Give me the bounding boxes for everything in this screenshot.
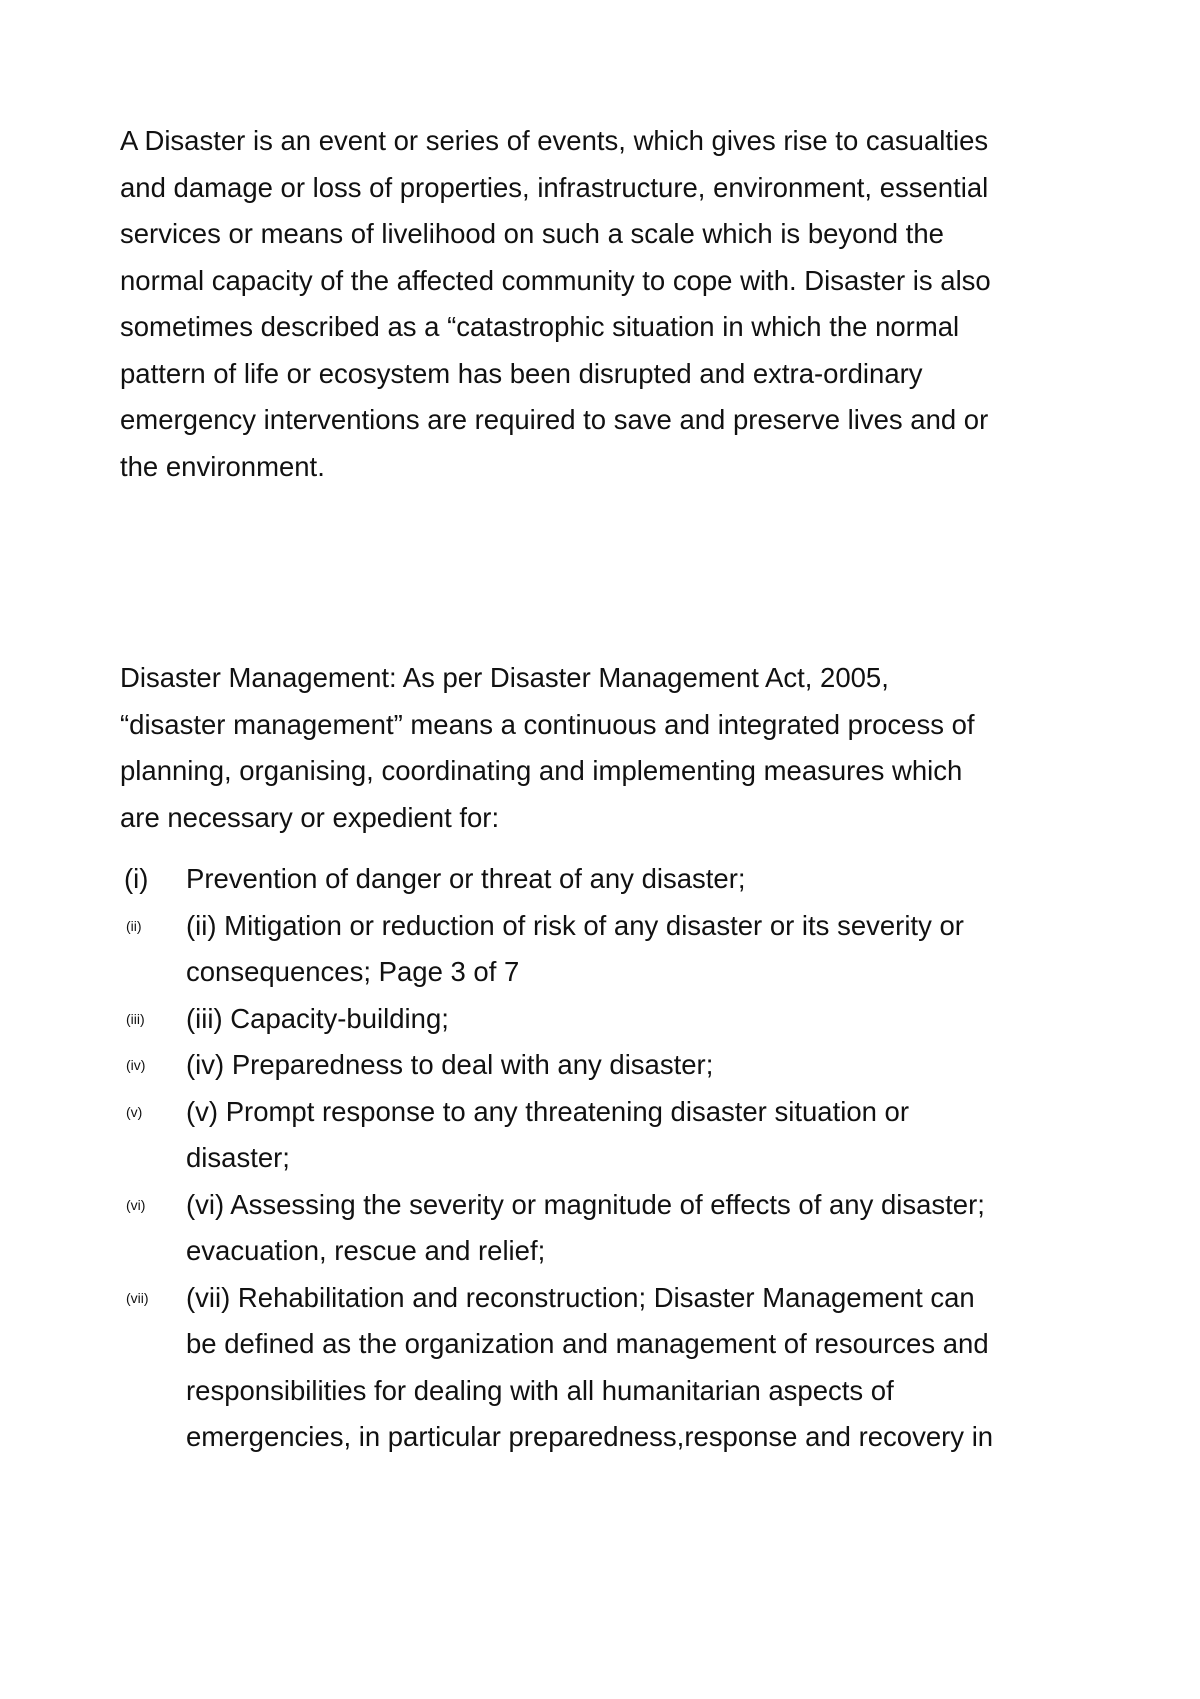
list-marker: (v) [126,1103,143,1120]
list-item [0,1089,1200,1182]
list-marker: (ii) [126,917,142,934]
list-item [0,903,1200,996]
list-marker: (iii) [126,1010,145,1027]
list-marker: (vii) [126,1289,149,1306]
list-item-text: (v) Prompt response to any threatening disaster situation or disaster; [186,1095,910,1173]
list-item [0,1042,1200,1089]
list-item-text: (ii) Mitigation or reduction of risk of any disaster or its severity or consequences; Page 3 of 7 [186,909,964,987]
list-marker: (i) [124,863,149,894]
list-item [0,996,1200,1043]
list-marker: (iv) [126,1057,146,1073]
definition-paragraph: Disaster Management: As per Disaster Management Act, 2005, “disaster management” means a continuous and integrated process of planning, organising, coordinating and implementing measures which are necessary or expedient for: [120,662,975,833]
list-marker: (vi) [126,1196,146,1213]
list-item-text: Prevention of danger or threat of any disaster; [186,863,746,894]
intro-paragraph: A Disaster is an event or series of events, which gives rise to casualties and damage or loss of properties, infrastructure, environment, essential services or means of livelihood on such a scale which is beyond the normal capacity of the affected community to cope with. Disaster is also sometimes described as a “catastrophic situation in which the normal pattern of life or ecosystem has been disrupted and extra-ordinary emergency interventions are required to save and preserve lives and or the environment. [120,125,991,482]
list-item-text: (vii) Rehabilitation and reconstruction; Disaster Management can be defined as the organization and management of resources and responsibilities for dealing with all humanitarian aspects of emergencies, in particular preparedness,response and recovery in [186,1281,994,1452]
list-item-text: (iv) Preparedness to deal with any disaster; [186,1049,714,1080]
list-item [0,856,1200,903]
list-item [0,1275,1200,1461]
list-item-text: (vi) Assessing the severity or magnitude of effects of any disaster; evacuation, rescue and relief; [186,1188,985,1266]
measures-list [0,856,1200,1461]
list-item [0,1182,1200,1275]
list-item-text: (iii) Capacity-building; [186,1002,449,1034]
